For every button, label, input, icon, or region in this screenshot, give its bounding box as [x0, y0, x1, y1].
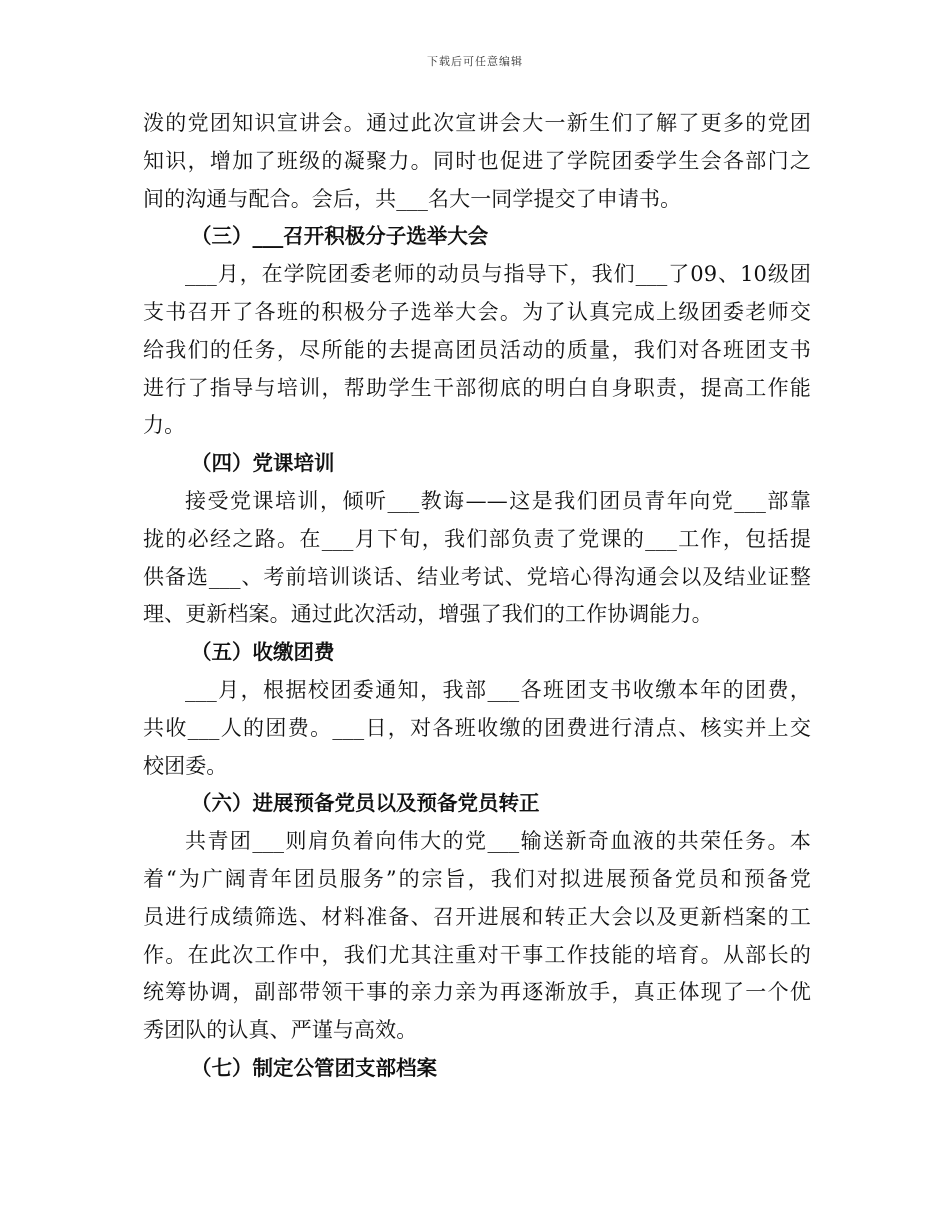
- text-line: 进行了指导与培训，帮助学生干部彻底的明白自身职责，提高工作能: [143, 375, 811, 400]
- text-line: 接受党课培训，倾听___教诲——这是我们团员青年向党___部靠: [185, 488, 811, 513]
- text-line: 着“为广阔青年团员服务”的宗旨，我们对拟进展预备党员和预备党: [143, 866, 811, 891]
- text-line: 给我们的任务，尽所能的去提高团员活动的质量，我们对各班团支书: [143, 337, 811, 362]
- paragraph: [143, 823, 811, 1050]
- paragraph: [143, 105, 811, 218]
- section-heading: （七）制定公管团支部档案: [191, 1055, 437, 1080]
- paragraph: [143, 483, 811, 634]
- section-heading: （五）收缴团费: [191, 640, 335, 665]
- section-heading: （六）进展预备党员以及预备党员转正: [191, 791, 540, 816]
- text-line: 共收___人的团费。___日，对各班收缴的团费进行清点、核实并上交: [143, 715, 811, 740]
- text-line: 知识，增加了班级的凝聚力。同时也促进了学院团委学生会各部门之: [143, 148, 811, 173]
- text-line: 统筹协调，副部带领干事的亲力亲为再逐渐放手，真正体现了一个优: [143, 980, 811, 1005]
- paragraph: [143, 256, 811, 445]
- text-line: 秀团队的认真、严谨与高效。: [143, 1018, 418, 1043]
- text-line: 泼的党团知识宣讲会。通过此次宣讲会大一新生们了解了更多的党团: [143, 111, 811, 135]
- text-line: 理、更新档案。通过此次活动，增强了我们的工作协调能力。: [143, 602, 713, 627]
- section-heading: （三）___召开积极分子选举大会: [191, 224, 489, 249]
- text-line: 共青团___则肩负着向伟大的党___输送新奇血液的共荣任务。本: [185, 829, 811, 854]
- text-line: 供备选___、考前培训谈话、结业考试、党培心得沟通会以及结业证整: [143, 564, 811, 589]
- text-line: ___月，在学院团委老师的动员与指导下，我们___了09、10级团: [185, 262, 811, 287]
- text-line: ___月，根据校团委通知，我部___各班团支书收缴本年的团费，: [185, 677, 811, 702]
- text-line: 力。: [143, 413, 186, 438]
- page-header-note: 下载后可任意编辑: [427, 55, 523, 68]
- text-line: 校团委。: [143, 753, 228, 778]
- text-line: 拢的必经之路。在___月下旬，我们部负责了党课的___工作，包括提: [143, 526, 811, 551]
- text-line: 支书召开了各班的积极分子选举大会。为了认真完成上级团委老师交: [143, 299, 811, 324]
- text-line: 间的沟通与配合。会后，共___名大一同学提交了申请书。: [143, 186, 682, 211]
- section-heading: （四）党课培训: [191, 451, 335, 476]
- text-line: 作。在此次工作中，我们尤其注重对干事工作技能的培育。从部长的: [143, 942, 811, 967]
- text-line: 员进行成绩筛选、材料准备、召开进展和转正大会以及更新档案的工: [143, 904, 811, 929]
- document-body: [143, 105, 811, 1088]
- paragraph: [143, 672, 811, 785]
